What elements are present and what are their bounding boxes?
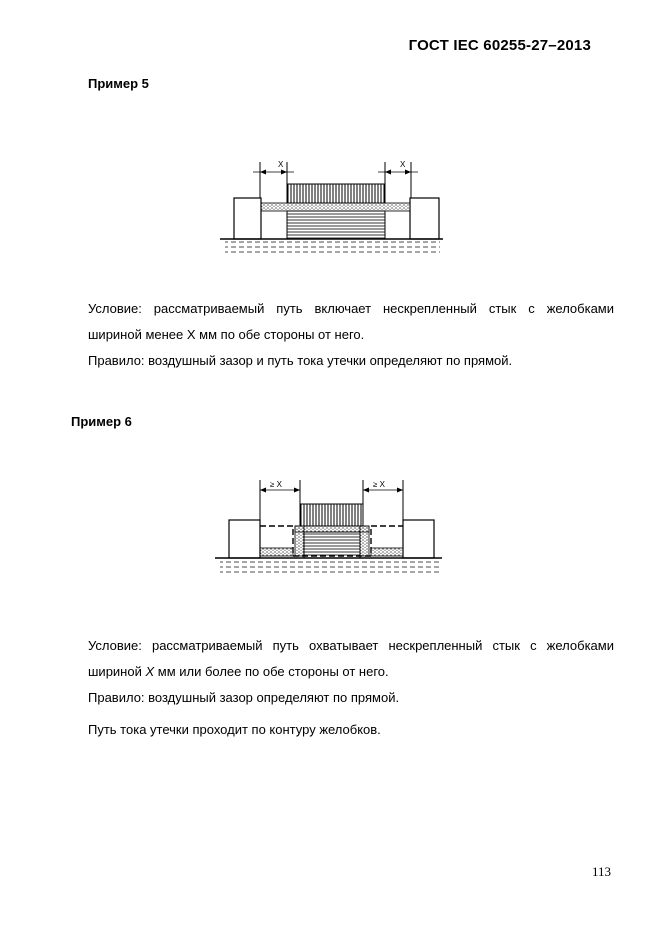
condition-line-2 <box>88 659 614 685</box>
side-block-left <box>229 520 260 558</box>
dimension-label: ≥ X <box>270 480 282 489</box>
side-block-left <box>234 198 261 239</box>
insulation-layer <box>260 203 411 211</box>
example-6-rule: Правило: воздушный зазор определяют по прямой. <box>88 690 400 705</box>
page-number: 113 <box>591 864 611 879</box>
condition-text: мм или более по обе стороны от него. <box>154 664 389 679</box>
example-5-title: Пример 5 <box>88 76 149 91</box>
condition-line-2: шириной менее X мм по обе стороны от него. <box>88 327 365 342</box>
dimension-label: X <box>400 160 406 169</box>
conductor-top <box>287 184 385 203</box>
example-6-figure <box>210 470 445 595</box>
example-5-rule: Правило: воздушный зазор и путь тока утечки определяют по прямой. <box>88 353 513 368</box>
example-5-figure <box>215 150 445 262</box>
condition-text: шириной <box>88 664 146 679</box>
example-6-condition <box>88 633 614 685</box>
conductor-top <box>300 504 363 526</box>
example-5-condition <box>88 296 614 348</box>
example-6-note: Путь тока утечки проходит по контуру желобков. <box>88 722 381 737</box>
dimension-left <box>260 480 300 526</box>
dimension-label: ≥ X <box>373 480 385 489</box>
example-6-title: Пример 6 <box>71 414 132 429</box>
conductor-bottom <box>304 532 360 558</box>
dimension-right <box>363 480 403 526</box>
condition-line-1: Условие: рассматриваемый путь охватывает нескрепленный стык с желобками <box>88 638 614 653</box>
insulation-top <box>295 526 369 532</box>
insulation-left <box>260 548 293 556</box>
dimension-label: X <box>278 160 284 169</box>
conductor-bottom <box>287 211 385 239</box>
condition-line-1: Условие: рассматриваемый путь включает нескрепленный стык с желобками <box>88 301 614 316</box>
side-block-right <box>410 198 439 239</box>
insulation-right <box>371 548 403 556</box>
document-header: ГОСТ IEC 60255-27–2013 <box>408 37 591 54</box>
side-block-right <box>403 520 434 558</box>
condition-variable: X <box>145 664 155 679</box>
base-hatch <box>220 560 440 574</box>
base-hatch <box>225 241 440 255</box>
